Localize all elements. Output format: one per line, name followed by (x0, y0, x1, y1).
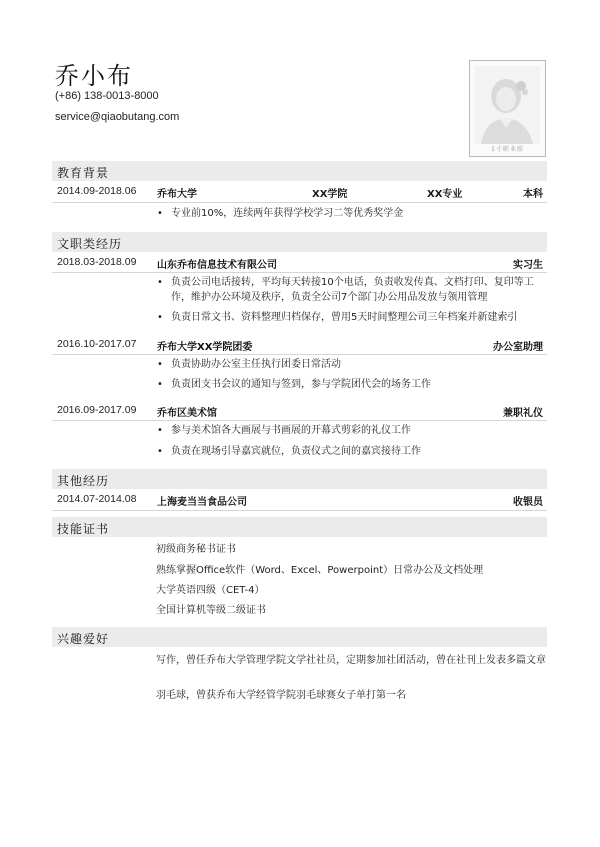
work-date: 2018.03-2018.09 (57, 256, 137, 268)
education-college: XX学院 (312, 189, 348, 200)
hobby-item: 羽毛球，曾获乔布大学经管学院羽毛球赛女子单打第一名 (156, 690, 406, 701)
skill-item: 初级商务秘书证书 (156, 544, 236, 555)
section-title-other: 其他经历 (57, 474, 110, 488)
education-major: XX专业 (427, 189, 463, 200)
work-org: 乔布大学XX学院团委 (157, 342, 253, 353)
education-degree: 本科 (523, 189, 543, 200)
bullet-dot-icon: • (157, 379, 163, 390)
work-row (52, 255, 547, 271)
divider (52, 354, 547, 355)
section-work (52, 232, 547, 252)
divider (52, 510, 547, 511)
list-item: • 负责公司电话接转，平均每天转接10个电话，负责收发传真、文档打印、复印等工作，维护办公环境及秩序，负责全公司7个部门办公用品发放与领用管理 (157, 277, 534, 303)
work-role: 办公室助理 (493, 342, 543, 353)
hobby-item: 写作，曾任乔布大学管理学院文学社社员，定期参加社团活动，曾在社刊上发表多篇文章 (156, 655, 546, 666)
bullet-dot-icon: • (157, 277, 163, 288)
profile-photo (469, 60, 546, 157)
education-school: 乔布大学 (157, 189, 197, 200)
other-date: 2014.07-2014.08 (57, 493, 137, 505)
phone-number: (+86) 138-0013-8000 (55, 90, 159, 102)
work-org: 乔布区美术馆 (157, 408, 217, 419)
other-role: 收银员 (513, 497, 543, 508)
section-title-education: 教育背景 (57, 166, 110, 180)
divider (52, 420, 547, 421)
section-skills (52, 517, 547, 537)
section-title-work: 文职类经历 (57, 237, 123, 251)
other-row (52, 492, 547, 508)
work-date: 2016.10-2017.07 (57, 338, 137, 350)
work-org: 山东乔布信息技术有限公司 (157, 260, 277, 271)
education-row (52, 184, 547, 200)
bullet-dot-icon: • (157, 446, 163, 457)
work-row (52, 403, 547, 419)
list-item: • 负责协助办公室主任执行团委日常活动 (157, 359, 341, 370)
work-role: 兼职礼仪 (503, 408, 543, 419)
avatar (475, 66, 540, 144)
section-title-skills: 技能证书 (57, 522, 110, 536)
list-item: • 参与美术馆各大画展与书画展的开幕式剪彩的礼仪工作 (157, 425, 411, 436)
skill-item: 熟练掌握Office软件（Word、Excel、Powerpoint）日常办公及文档处理 (156, 565, 484, 576)
email-address: service@qiaobutang.com (55, 111, 180, 123)
bullet-dot-icon: • (157, 359, 163, 370)
bullet-dot-icon: • (157, 425, 163, 436)
bullet-dot-icon: • (157, 312, 163, 323)
work-role: 实习生 (513, 260, 543, 271)
section-other (52, 469, 547, 489)
portrait-placeholder-icon (475, 66, 540, 144)
photo-caption: 1寸职业照 (491, 146, 524, 153)
other-org: 上海麦当当食品公司 (157, 497, 247, 508)
section-title-hobbies: 兴趣爱好 (57, 632, 110, 646)
work-row (52, 337, 547, 353)
divider (52, 272, 547, 273)
list-item: • 专业前10%，连续两年获得学校学习二等优秀奖学金 (157, 208, 404, 219)
section-hobbies (52, 627, 547, 647)
candidate-name: 乔小布 (55, 62, 133, 90)
divider (52, 202, 547, 203)
list-item: • 负责日常文书、资料整理归档保存，曾用5天时间整理公司三年档案并新建索引 (157, 312, 518, 323)
list-item: • 负责在现场引导嘉宾就位，负责仪式之间的嘉宾接待工作 (157, 446, 421, 457)
section-education (52, 161, 547, 181)
education-date: 2014.09-2018.06 (57, 185, 137, 197)
skill-item: 全国计算机等级二级证书 (156, 605, 266, 616)
bullet-dot-icon: • (157, 208, 163, 219)
work-date: 2016.09-2017.09 (57, 404, 137, 416)
skill-item: 大学英语四级（CET-4） (156, 585, 265, 596)
list-item: • 负责团支书会议的通知与签到，参与学院团代会的场务工作 (157, 379, 431, 390)
